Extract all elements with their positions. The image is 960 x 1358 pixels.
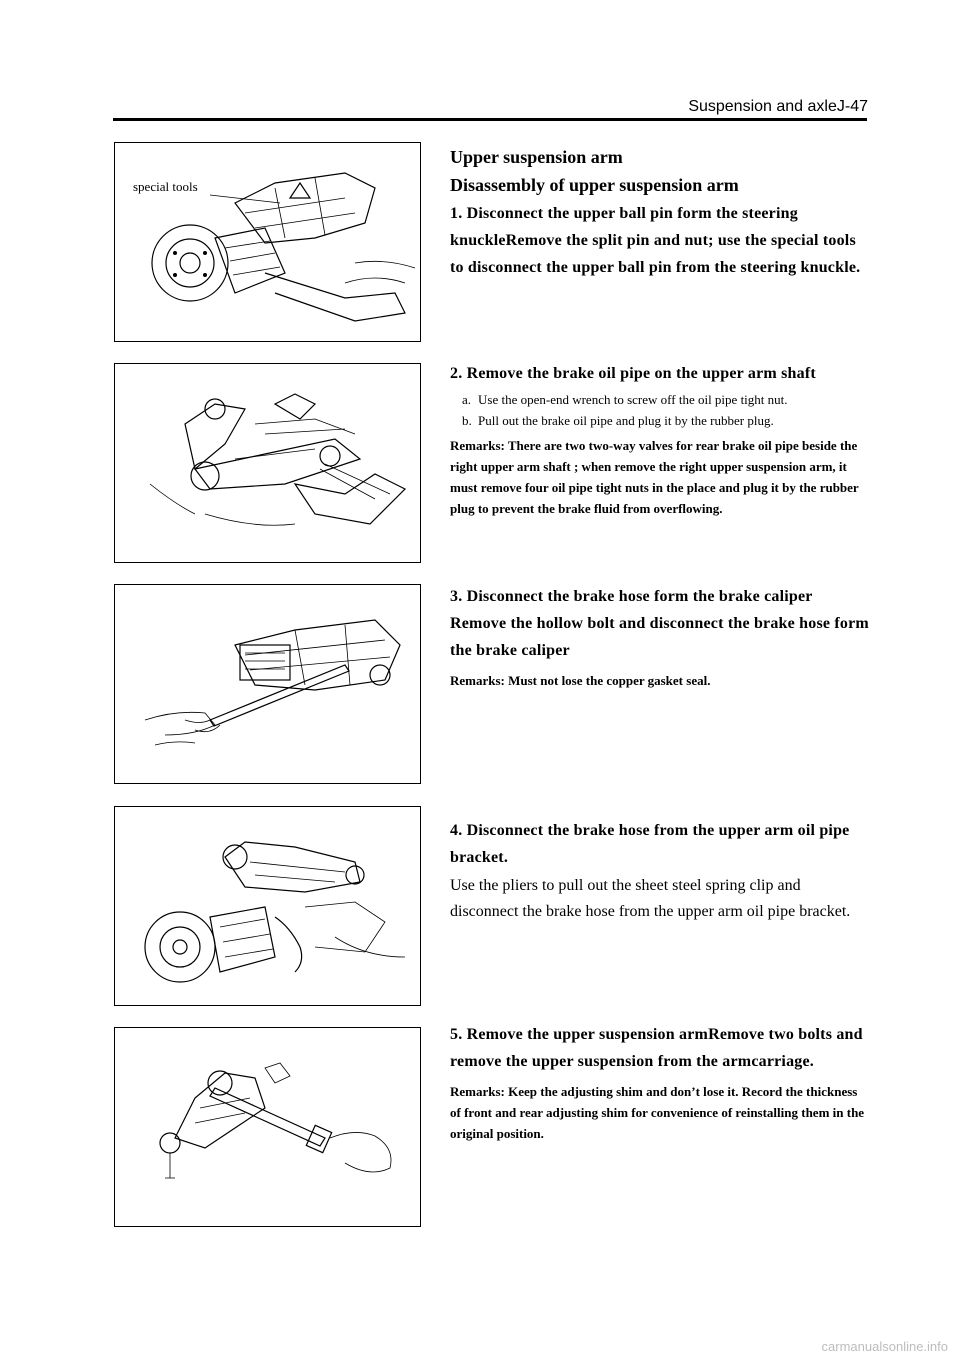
illustration-ball-pin-removal	[115, 143, 420, 341]
figure-brake-oil-pipe	[114, 363, 421, 563]
step-2-remark: Remarks: There are two two-way valves for rear brake oil pipe beside the right upper arm shaft ; when remove the right upper suspension arm, it must remove four oil pipe tight nuts in the place and plug it by the rubber plug to prevent the brake fluid from overflowing.	[450, 438, 859, 516]
step-5-remark: Remarks: Keep the adjusting shim and don’t lose it. Record the thickness of front and rear adjusting shim for convenience of reinstalling them in the original position.	[450, 1084, 865, 1141]
illustration-brake-hose-caliper	[115, 585, 420, 783]
section-5	[450, 1021, 870, 1144]
section-1	[450, 144, 870, 281]
step-3-remark: Remarks: Must not lose the copper gasket seal.	[450, 673, 711, 688]
step-4-body: Use the pliers to pull out the sheet steel spring clip and disconnect the brake hose from the upper arm oil pipe bracket.	[450, 877, 851, 920]
substep-item: b. Pull out the brake oil pipe and plug it by the rubber plug.	[462, 413, 774, 428]
step-4-text: 4. Disconnect the brake hose from the upper arm oil pipe bracket.	[450, 822, 850, 866]
substep-item: a. Use the open-end wrench to screw off the oil pipe tight nut.	[462, 392, 788, 407]
header-rule	[113, 118, 867, 121]
step-2-text: 2. Remove the brake oil pipe on the upper arm shaft	[450, 365, 816, 382]
figure-upper-ball-pin	[114, 142, 421, 342]
section-4	[450, 817, 870, 925]
page-header: Suspension and axleJ-47	[688, 98, 868, 115]
illustration-upper-arm-removal	[115, 1028, 420, 1226]
illustration-oil-pipe-removal	[115, 364, 420, 562]
step-1-text: 1. Disconnect the upper ball pin form the steering knuckleRemove the split pin and nut; use the special tools to disconnect the upper ball pin from the steering knuckle.	[450, 205, 861, 276]
illustration-hose-bracket	[115, 807, 420, 1005]
section-title: Upper suspension arm	[450, 147, 623, 167]
watermark: carmanualsonline.info	[821, 1339, 948, 1354]
step-5-text: 5. Remove the upper suspension armRemove two bolts and remove the upper suspension from the armcarriage.	[450, 1026, 863, 1070]
figure-brake-hose-caliper	[114, 584, 421, 784]
step-3-text: 3. Disconnect the brake hose form the brake caliper Remove the hollow bolt and disconnect the brake hose form the brake caliper	[450, 588, 869, 659]
section-2	[450, 360, 870, 519]
step-2-substeps	[450, 389, 870, 431]
section-subtitle: Disassembly of upper suspension arm	[450, 175, 739, 195]
figure-upper-arm-removal	[114, 1027, 421, 1227]
section-3	[450, 583, 870, 691]
figure-brake-hose-bracket	[114, 806, 421, 1006]
figure-label-special-tools: special tools	[133, 179, 198, 194]
